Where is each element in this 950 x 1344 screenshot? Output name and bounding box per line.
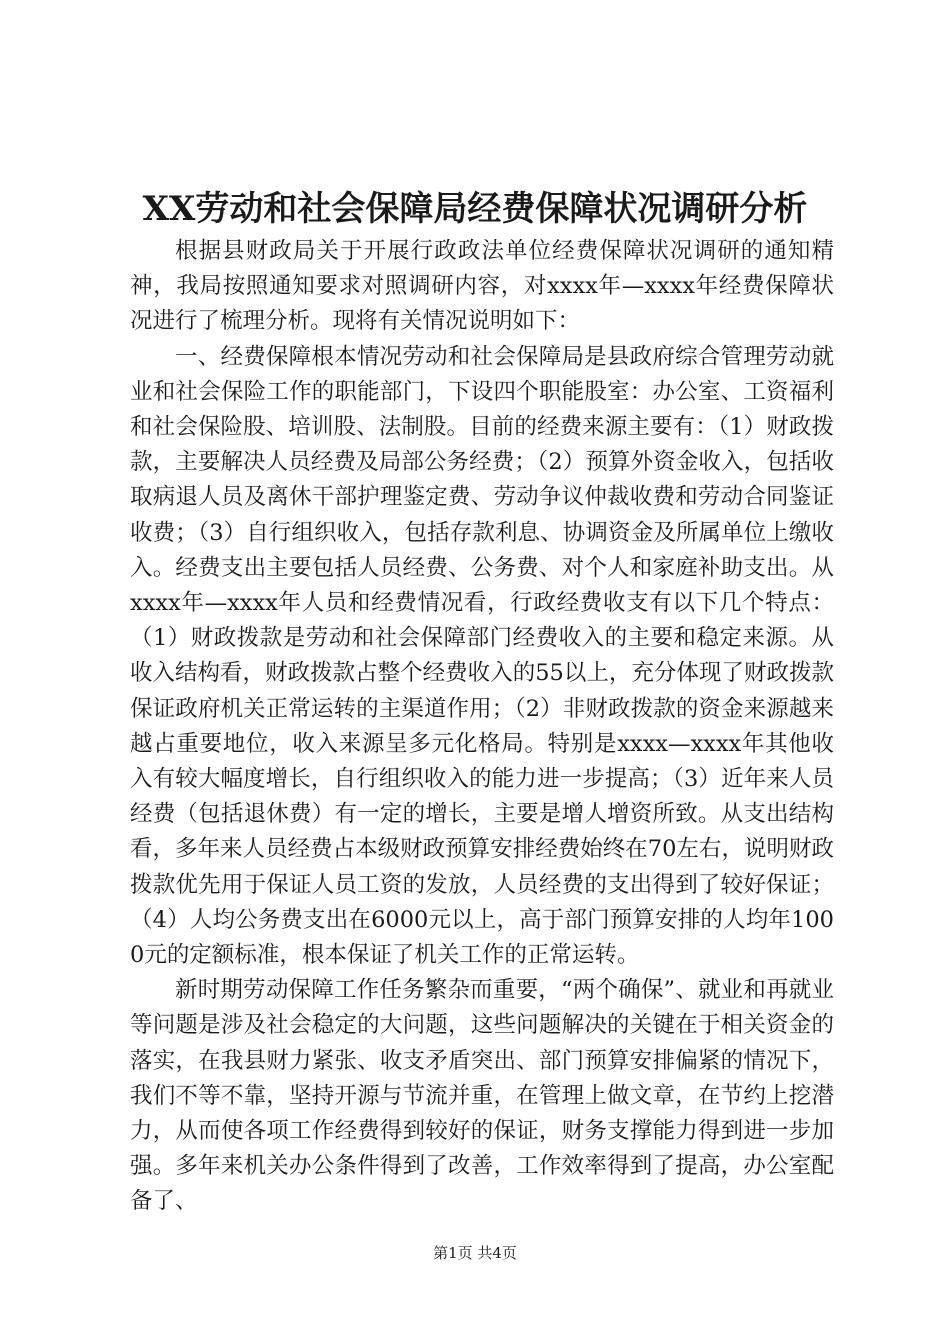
page-number: 第1页 共4页 <box>433 1244 517 1262</box>
document-title: XX劳动和社会保障局经费保障状况调研分析 <box>142 189 808 229</box>
document-body <box>130 234 834 1220</box>
paragraph-new-period: 新时期劳动保障工作任务繁杂而重要，“两个确保”、就业和再就业等问题是涉及社会稳定的大问题，这些问题解决的关键在于相关资金的落实，在我县财力紧张、收支矛盾突出、部门预算安排偏紧的情况下，我们不等不靠，坚持开源与节流并重，在管理上做文章，在节约上挖潜力，从而使各项工作经费得到较好的保证，财务支撑能力得到进一步加强。多年来机关办公条件得到了改善，工作效率得到了提高，办公室配备了、 <box>130 977 834 1215</box>
paragraph-section-one: 一、经费保障根本情况劳动和社会保障局是县政府综合管理劳动就业和社会保险工作的职能部门，下设四个职能股室：办公室、工资福利和社会保险股、培训股、法制股。目前的经费来源主要有：（1）财政拨款，主要解决人员经费及局部公务经费；（2）预算外资金收入，包括收取病退人员及离休干部护理鉴定费、劳动争议仲裁收费和劳动合同鉴证收费；（3）自行组织收入，包括存款利息、协调资金及所属单位上缴收入。经费支出主要包括人员经费、公务费、对个人和家庭补助支出。从xxxx年—xxxx年人员和经费情况看，行政经费收支有以下几个特点：（1）财政拨款是劳动和社会保障部门经费收入的主要和稳定来源。从收入结构看，财政拨款占整个经费收入的55以上，充分体现了财政拨款保证政府机关正常运转的主渠道作用；（2）非财政拨款的资金来源越来越占重要地位，收入来源呈多元化格局。特别是xxxx—xxxx年其他收入有较大幅度增长，自行组织收入的能力进一步提高；（3）近年来人员经费（包括退休费）有一定的增长，主要是增人增资所致。从支出结构看，多年来人员经费占本级财政预算安排经费始终在70左右，说明财政拨款优先用于保证人员工资的发放，人员经费的支出得到了较好保证；（4）人均公务费支出在6000元以上，高于部门预算安排的人均年1000元的定额标准，根本保证了机关工作的正常运转。 <box>130 343 834 969</box>
paragraph-intro: 根据县财政局关于开展行政政法单位经费保障状况调研的通知精神，我局按照通知要求对照调研内容，对xxxx年—xxxx年经费保障状况进行了梳理分析。现将有关情况说明如下： <box>130 238 834 335</box>
